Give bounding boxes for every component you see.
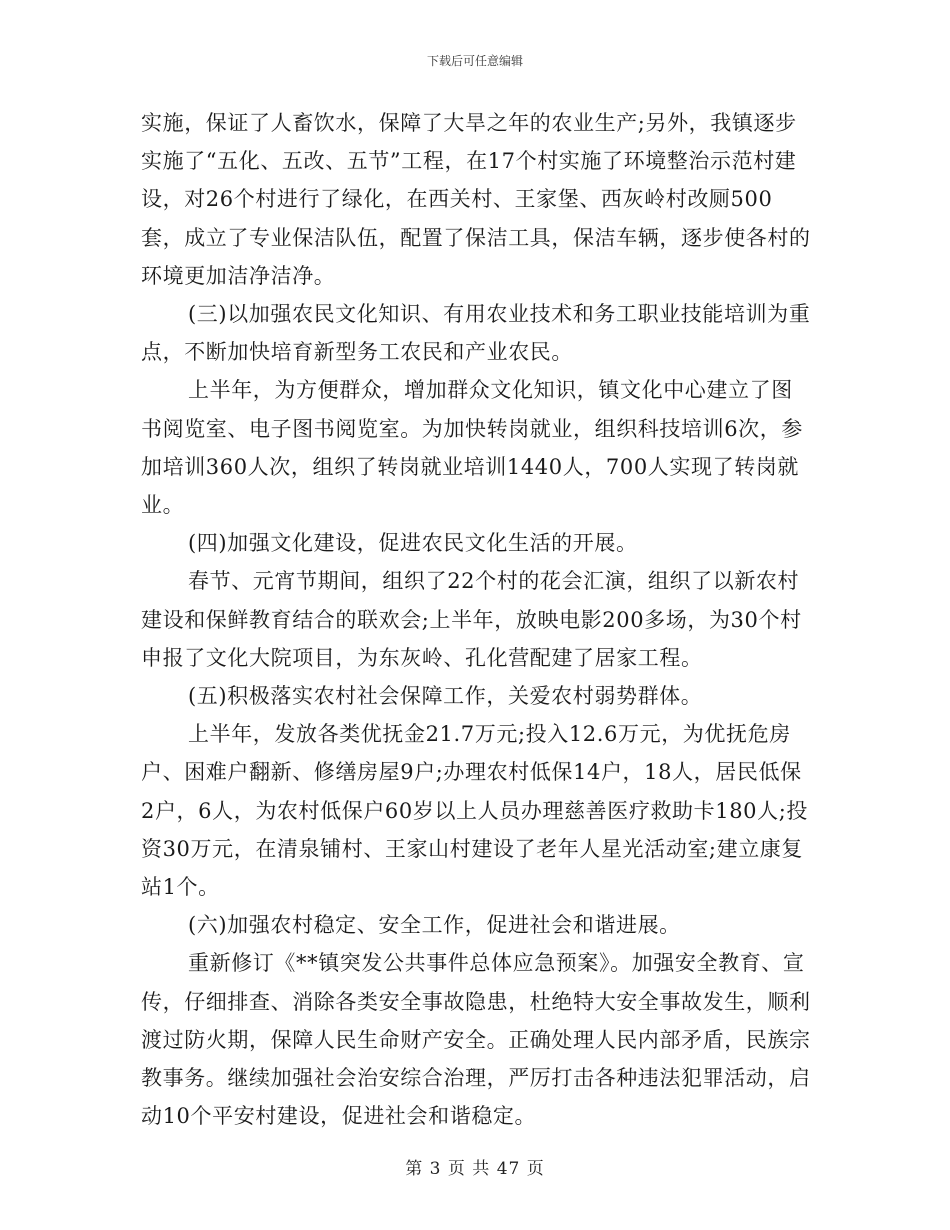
paragraph-9: 重新修订《**镇突发公共事件总体应急预案》。加强安全教育、宣传，仔细排查、消除各类安全事故隐患，杜绝特大安全事故发生，顺利渡过防火期，保障人民生命财产安全。正确处理人民内部矛盾，民族宗教事务。继续加强社会治安综合治理，严厉打击各种违法犯罪活动，启动10个平安村建设，促进社会和谐稳定。 — [141, 951, 811, 1129]
paragraph-1: 实施，保证了人畜饮水，保障了大旱之年的农业生产;另外，我镇逐步实施了“五化、五改、五节”工程，在17个村实施了环境整治示范村建设，对26个村进行了绿化，在西关村、王家堡、西灰岭村改厕500套，成立了专业保洁队伍，配置了保洁工具，保洁车辆，逐步使各村的环境更加洁净洁净。 — [141, 111, 811, 288]
paragraph-5: 春节、元宵节期间，组织了22个村的花会汇演，组织了以新农村建设和保鲜教育结合的联欢会;上半年，放映电影200多场，为30个村申报了文化大院项目，为东灰岭、孔化营配建了居家工程。 — [141, 569, 802, 670]
paragraph-7: 上半年，发放各类优抚金21.7万元;投入12.6万元，为优抚危房户、困难户翻新、修缮房屋9户;办理农村低保14户，18人，居民低保2户，6人，为农村低保户60岁以上人员办理慈善医疗救助卡180人;投资30万元，在清泉铺村、王家山村建设了老年人星光活动室;建立康复站1个。 — [141, 722, 808, 900]
section-heading-6: (六)加强农村稳定、安全工作，促进社会和谐进展。 — [188, 913, 681, 938]
section-heading-5: (五)积极落实农村社会保障工作，关爱农村弱势群体。 — [188, 684, 703, 709]
page-number-footer: 第 3 页 共 47 页 — [405, 1159, 545, 1179]
document-body — [141, 104, 811, 1135]
section-heading-4: (四)加强文化建设，促进农民文化生活的开展。 — [188, 531, 638, 556]
page-header: 下载后可任意编辑 — [426, 54, 523, 68]
paragraph-3: 上半年，为方便群众，增加群众文化知识，镇文化中心建立了图书阅览室、电子图书阅览室。为加快转岗就业，组织科技培训6次，参加培训360人次，组织了转岗就业培训1440人，700人实现了转岗就业。 — [141, 378, 803, 518]
section-heading-3: (三)以加强农民文化知识、有用农业技术和务工职业技能培训为重点，不断加快培育新型务工农民和产业农民。 — [141, 302, 811, 365]
